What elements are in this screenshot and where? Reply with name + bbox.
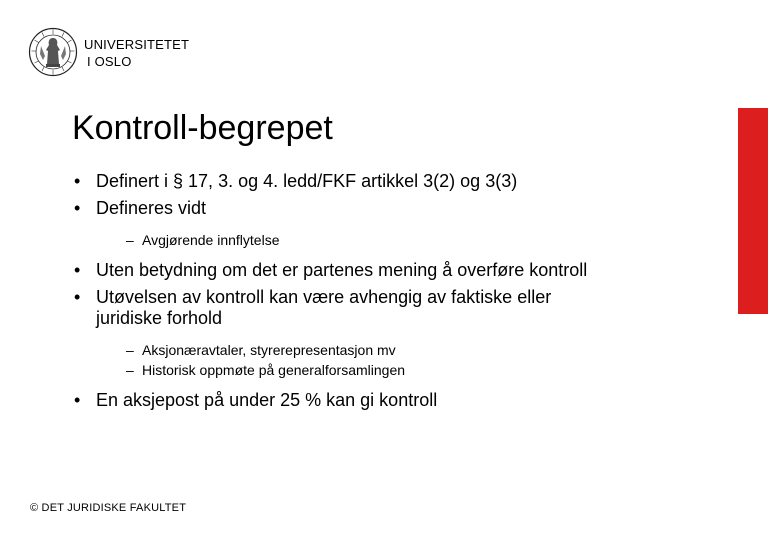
sub-bullet-item bbox=[72, 340, 722, 360]
bullet-marker: • bbox=[74, 287, 81, 307]
university-name-line1: UNIVERSITETET bbox=[84, 37, 190, 52]
bullet-item bbox=[72, 260, 722, 281]
sub-bullet-text: Aksjonæravtaler, styrerepresentasjon mv bbox=[142, 342, 396, 358]
bullet-marker: • bbox=[74, 260, 81, 280]
slide-content bbox=[72, 171, 722, 417]
sub-bullet-item bbox=[72, 360, 722, 380]
bullet-text: Utøvelsen av kontroll kan være avhengig av faktiske eller juridiske forhold bbox=[96, 287, 552, 328]
dash-marker: – bbox=[126, 342, 134, 358]
slide-title: Kontroll-begrepet bbox=[72, 109, 333, 147]
bullet-item bbox=[72, 198, 722, 219]
bullet-marker: • bbox=[74, 198, 81, 218]
sub-bullet-text: Avgjørende innflytelse bbox=[142, 232, 280, 248]
bullet-text: Defineres vidt bbox=[96, 198, 207, 218]
bullet-marker: • bbox=[74, 171, 81, 191]
university-name bbox=[84, 36, 189, 70]
bullet-text: En aksjepost på under 25 % kan gi kontroll bbox=[96, 390, 438, 410]
sub-bullet-text: Historisk oppmøte på generalforsamlingen bbox=[142, 362, 406, 378]
university-name-line2: I OSLO bbox=[87, 54, 132, 69]
bullet-item bbox=[72, 390, 722, 411]
bullet-item bbox=[72, 171, 722, 192]
sub-bullet-item bbox=[72, 230, 722, 250]
bullet-marker: • bbox=[74, 390, 81, 410]
footer-text: © DET JURIDISKE FAKULTET bbox=[30, 502, 187, 514]
bullet-item bbox=[72, 287, 722, 329]
university-seal-icon bbox=[28, 26, 78, 78]
dash-marker: – bbox=[126, 232, 134, 248]
dash-marker: – bbox=[126, 362, 134, 378]
bullet-text: Definert i § 17, 3. og 4. ledd/FKF artikkel 3(2) og 3(3) bbox=[96, 171, 518, 191]
accent-bar bbox=[738, 108, 768, 314]
bullet-text: Uten betydning om det er partenes mening å overføre kontroll bbox=[96, 260, 588, 280]
